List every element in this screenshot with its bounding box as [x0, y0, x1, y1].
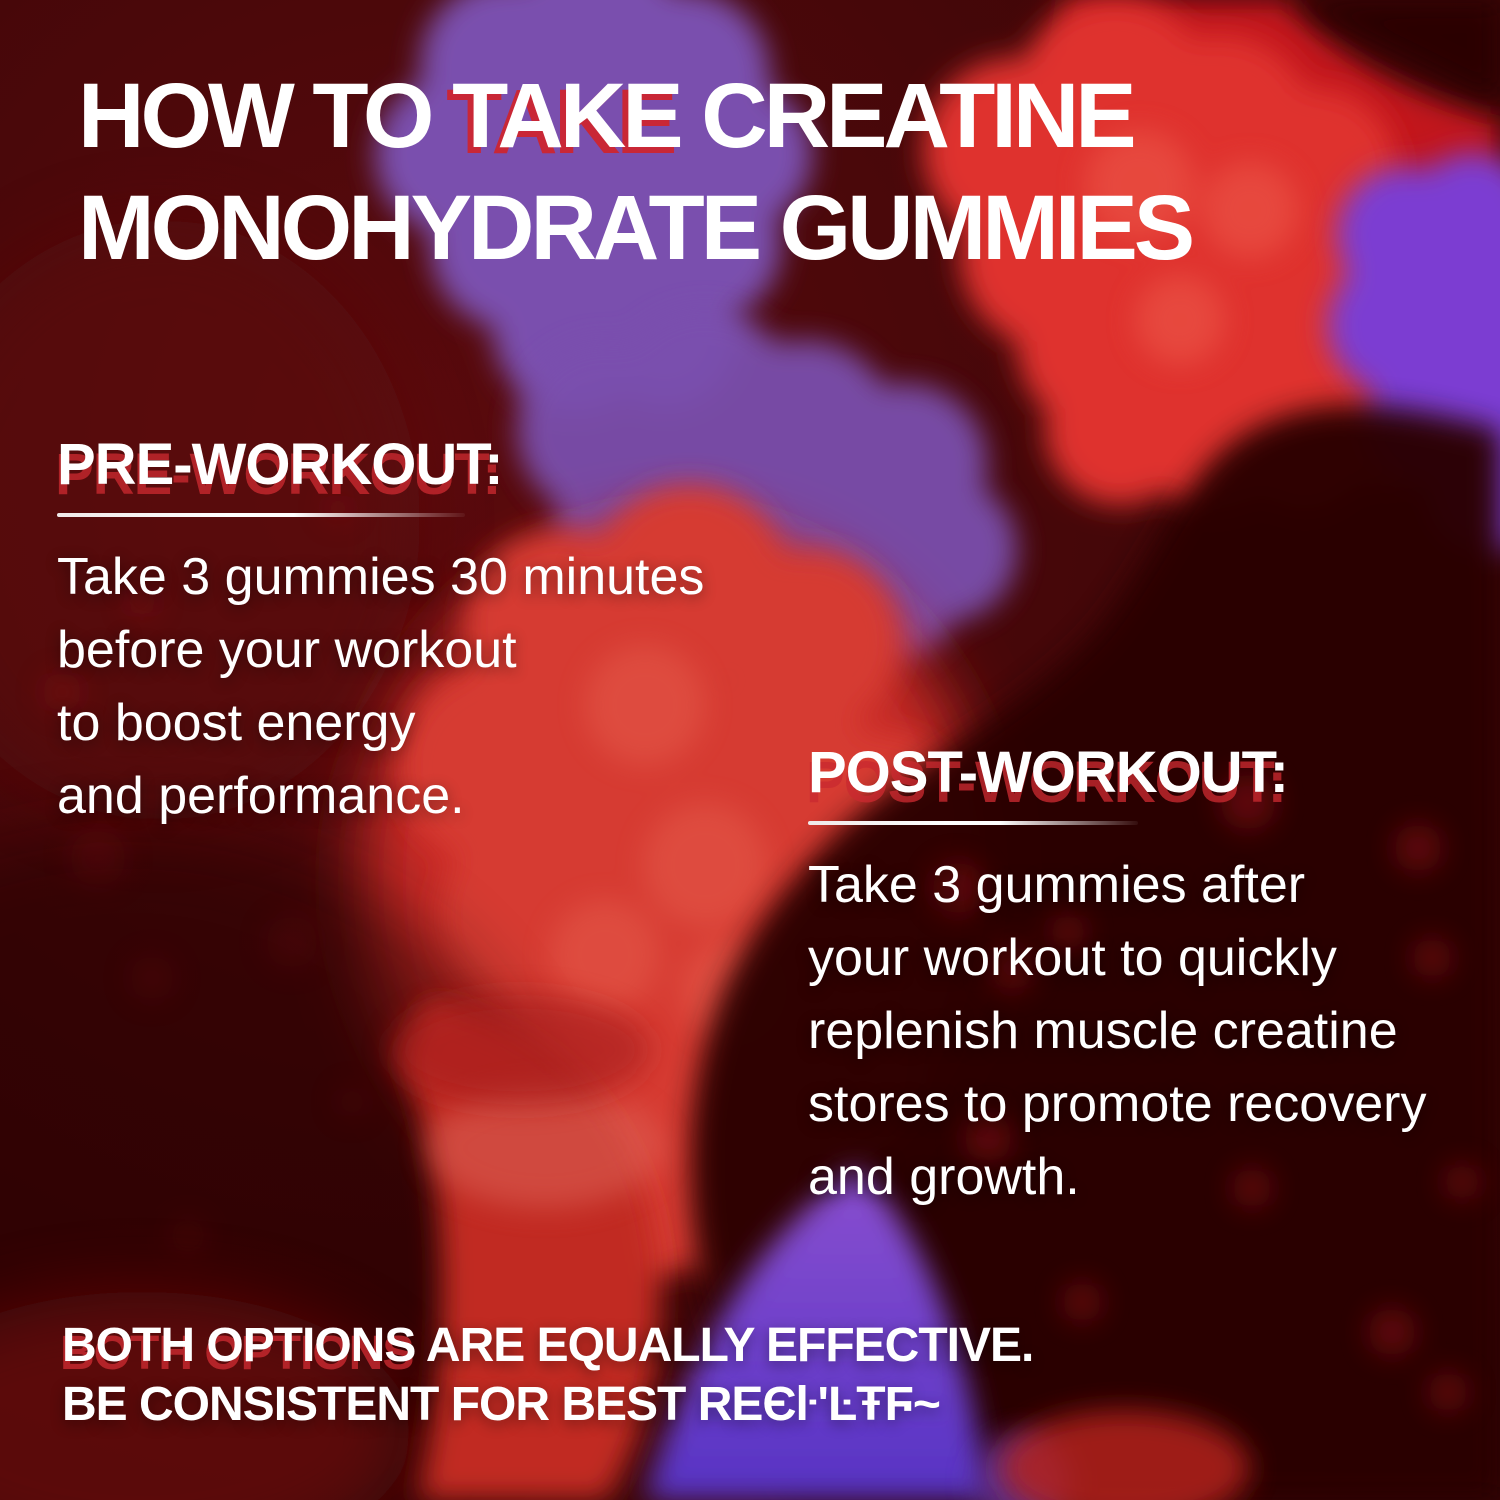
footer-note — [62, 1316, 1033, 1434]
footer-glitch-words: BOTH OPTIONS — [62, 1319, 416, 1372]
page-title — [78, 60, 1191, 284]
pre-workout-body-line: to boost energy — [57, 694, 416, 752]
footer-line-2: BE CONSISTENT FOR BEST REЄŀ'ĿŦϜ~ — [62, 1378, 940, 1431]
red-band-shade — [390, 995, 650, 1105]
post-workout-heading: POST-WORKOUT: — [808, 740, 1288, 805]
post-workout-underline — [808, 821, 1138, 825]
title-glitch-word: TAKE — [452, 65, 680, 167]
pre-workout-body-line: and performance. — [57, 767, 465, 825]
footer-line-1 — [62, 1316, 1033, 1375]
pre-workout-body-line: before your workout — [57, 621, 517, 679]
post-workout-body-line: and growth. — [808, 1148, 1080, 1206]
pre-workout-body — [57, 541, 704, 833]
title-line1-prefix: HOW TO — [78, 65, 453, 167]
pre-workout-underline — [57, 513, 465, 517]
title-line1-suffix: CREATINE — [679, 65, 1133, 167]
pre-workout-heading: PRE-WORKOUT: — [57, 432, 503, 497]
post-workout-body-line: stores to promote recovery — [808, 1075, 1427, 1133]
title-line-2: MONOHYDRATE GUMMIES — [78, 177, 1192, 279]
post-workout-body-line: your workout to quickly — [808, 929, 1337, 987]
pre-workout-section — [57, 432, 704, 833]
red-band-highlight — [427, 1088, 663, 1208]
post-workout-section — [808, 740, 1426, 1214]
post-workout-body — [808, 849, 1426, 1214]
post-workout-body-line: replenish muscle creatine — [808, 1002, 1398, 1060]
title-line-1 — [78, 60, 1191, 172]
pre-workout-body-line: Take 3 gummies 30 minutes — [57, 548, 705, 606]
footer-line1-rest: ARE EQUALLY EFFECTIVE. — [415, 1319, 1034, 1372]
post-workout-body-line: Take 3 gummies after — [808, 856, 1306, 914]
